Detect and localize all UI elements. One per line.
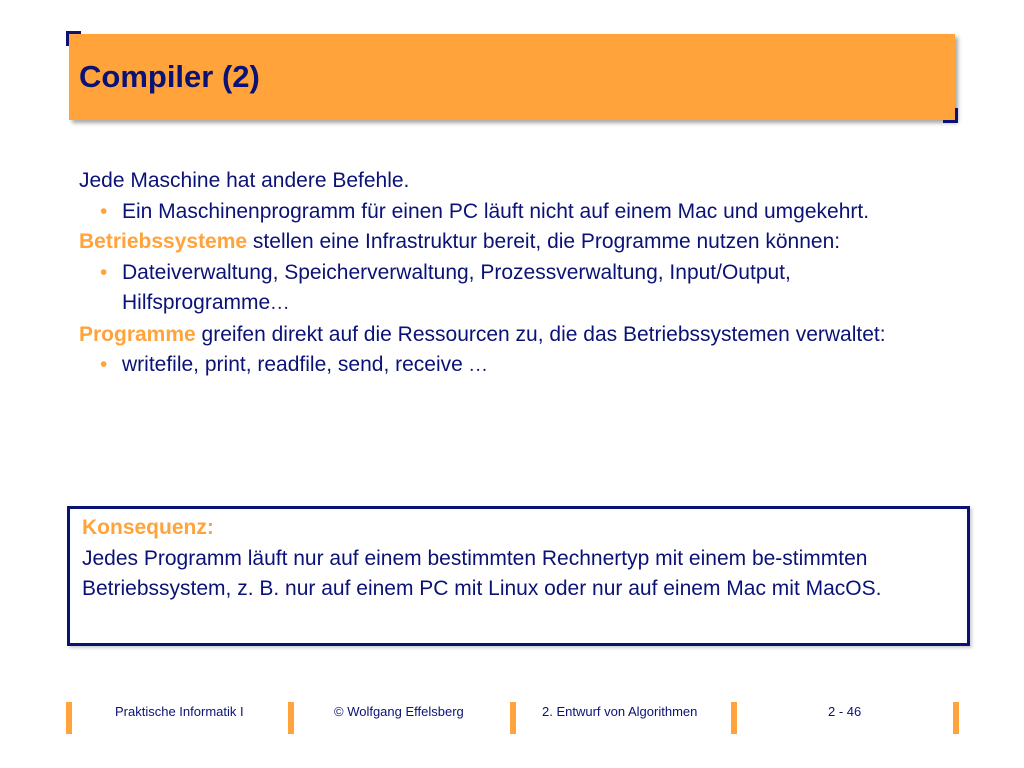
highlight-betriebssysteme: Betriebssysteme xyxy=(79,230,248,253)
highlight-programme: Programme xyxy=(79,322,196,346)
footer-divider xyxy=(510,702,516,734)
bullet-text-3: writefile, print, readfile, send, receive xyxy=(122,353,469,376)
bullet-item-2 xyxy=(79,258,959,320)
slide-footer xyxy=(0,698,1024,738)
corner-bracket-top-left xyxy=(66,31,81,46)
bullet-icon: • xyxy=(100,353,108,376)
slide-title: Compiler (2) xyxy=(79,59,260,94)
bullet-text-1: Ein Maschinenprogramm für einen PC läuft nicht auf einem Mac und umgekehrt. xyxy=(122,199,870,223)
consequence-text: Jedes Programm läuft nur auf einem bestimmten Rechnertyp mit einem be-stimmten Betriebssystem, z. B. nur auf einem PC mit Linux oder nur auf einem Mac mit MacOS. xyxy=(82,546,882,600)
title-banner xyxy=(69,34,955,120)
footer-divider xyxy=(288,702,294,734)
footer-course: Praktische Informatik I xyxy=(115,704,244,719)
body-paragraph-3 xyxy=(79,320,959,351)
corner-bracket-bottom-right xyxy=(943,108,958,123)
footer-author: © Wolfgang Effelsberg xyxy=(334,704,464,719)
footer-divider xyxy=(66,702,72,734)
bullet-text-2: Dateiverwaltung, Speicherverwaltung, Prozessverwaltung, Input/Output, Hilfsprogramme xyxy=(122,260,791,314)
slide-body xyxy=(79,166,959,382)
paragraph-3-text: greifen direkt auf die Ressourcen zu, die das Betriebssystemen verwaltet: xyxy=(195,322,886,346)
footer-divider xyxy=(953,702,959,734)
footer-divider xyxy=(731,702,737,734)
consequence-title: Konsequenz: xyxy=(82,516,214,539)
paragraph-2-text: stellen eine Infrastruktur bereit, die Programme nutzen können: xyxy=(247,230,841,253)
body-line-1: Jede Maschine hat andere Befehle. xyxy=(79,169,410,192)
consequence-box xyxy=(67,506,970,646)
footer-page-number: 2 - 46 xyxy=(828,704,862,719)
ellipsis-3: … xyxy=(468,355,488,376)
ellipsis-2: … xyxy=(270,293,290,314)
bullet-icon: • xyxy=(100,199,108,223)
bullet-item-1 xyxy=(79,197,959,228)
bullet-icon: • xyxy=(100,260,108,284)
bullet-item-3 xyxy=(79,350,959,382)
footer-chapter: 2. Entwurf von Algorithmen xyxy=(542,704,698,719)
body-paragraph-2 xyxy=(79,227,959,258)
consequence-content xyxy=(82,513,957,605)
